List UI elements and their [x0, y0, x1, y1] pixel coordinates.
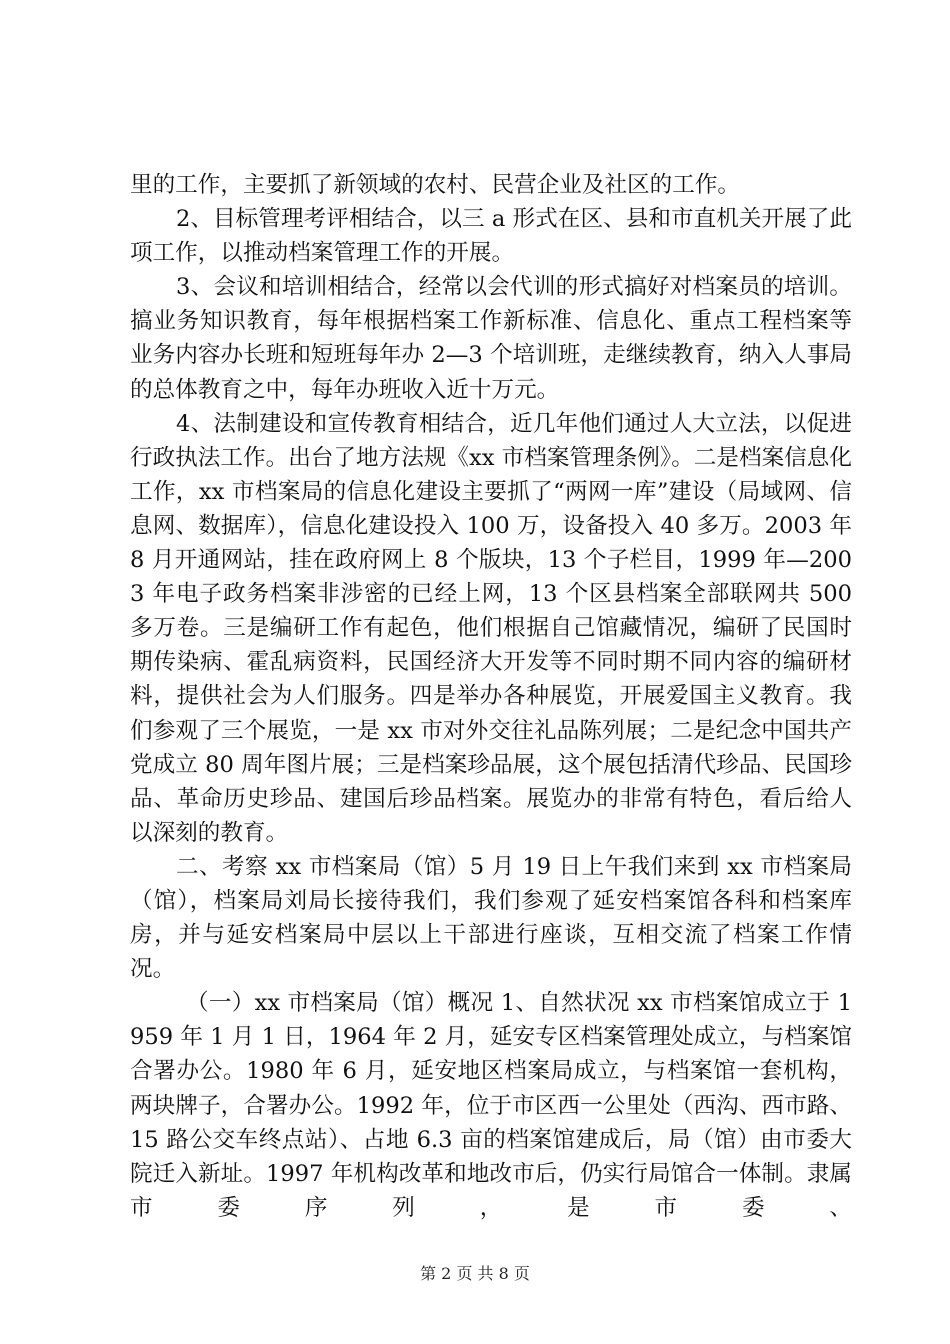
page-number-footer: 第 2 页 共 8 页 — [420, 1264, 530, 1283]
paragraph-continuation: 里的工作，主要抓了新领域的农村、民营企业及社区的工作。 — [130, 172, 741, 198]
paragraph-inspection-visit: 二、考察 xx 市档案局（馆）5 月 19 日上午我们来到 xx 市档案局（馆），档案局刘局长接待我们，我们参观了延安档案馆各科和档案库房，并与延安档案局中层以上干部进行座谈，互相交流了档案工作情况。 — [130, 853, 852, 983]
paragraph-training: 3、会议和培训相结合，经常以会代训的形式搞好对档案员的培训。搞业务知识教育，每年根据档案工作新标准、信息化、重点工程档案等业务内容办长班和短班每年办 2—3 个培训班，走继续教育，纳入人事局的总体教育之中，每年办班收入近十万元。 — [130, 274, 852, 403]
paragraph-archive-overview: （一）xx 市档案局（馆）概况 1、自然状况 xx 市档案馆成立于 1959 年 1 月 1 日，1964 年 2 月，延安专区档案管理处成立，与档案馆合署办公。1980 年 6 月，延安地区档案局成立，与档案馆一套机构，两块牌子，合署办公。1992 年，位于市区西一公里处（西沟、西市路、15 路公交车终点站）、占地 6.3 亩的档案馆建成后，局（馆）由市委大院迁入新址。1997 年机构改革和地改市后，仍实行局馆合一体制。隶属市委序列，是市委、 — [130, 990, 852, 1221]
document-body — [130, 168, 852, 1225]
paragraph-target-management: 2、目标管理考评相结合，以三 a 形式在区、县和市直机关开展了此项工作，以推动档案管理工作的开展。 — [130, 206, 852, 267]
paragraph-legal-construction: 4、法制建设和宣传教育相结合，近几年他们通过人大立法，以促进行政执法工作。出台了地方法规《xx 市档案管理条例》。二是档案信息化工作，xx 市档案局的信息化建设主要抓了“两网一库”建设（局域网、信息网、数据库），信息化建设投入 100 万，设备投入 40 多万。2003 年 8 月开通网站，挂在政府网上 8 个版块，13 个子栏目，1999 年—2003 年电子政务档案非涉密的已经上网，13 个区县档案全部联网共 500 多万卷。三是编研工作有起色，他们根据自己馆藏情况，编研了民国时期传染病、霍乱病资料，民国经济大开发等不同时期不同内容的编研材料，提供社会为人们服务。四是举办各种展览，开展爱国主义教育。我们参观了三个展览，一是 xx 市对外交往礼品陈列展；二是纪念中国共产党成立 80 周年图片展；三是档案珍品展，这个展包括清代珍品、民国珍品、革命历史珍品、建国后珍品档案。展览办的非常有特色，看后给人以深刻的教育。 — [130, 410, 852, 846]
